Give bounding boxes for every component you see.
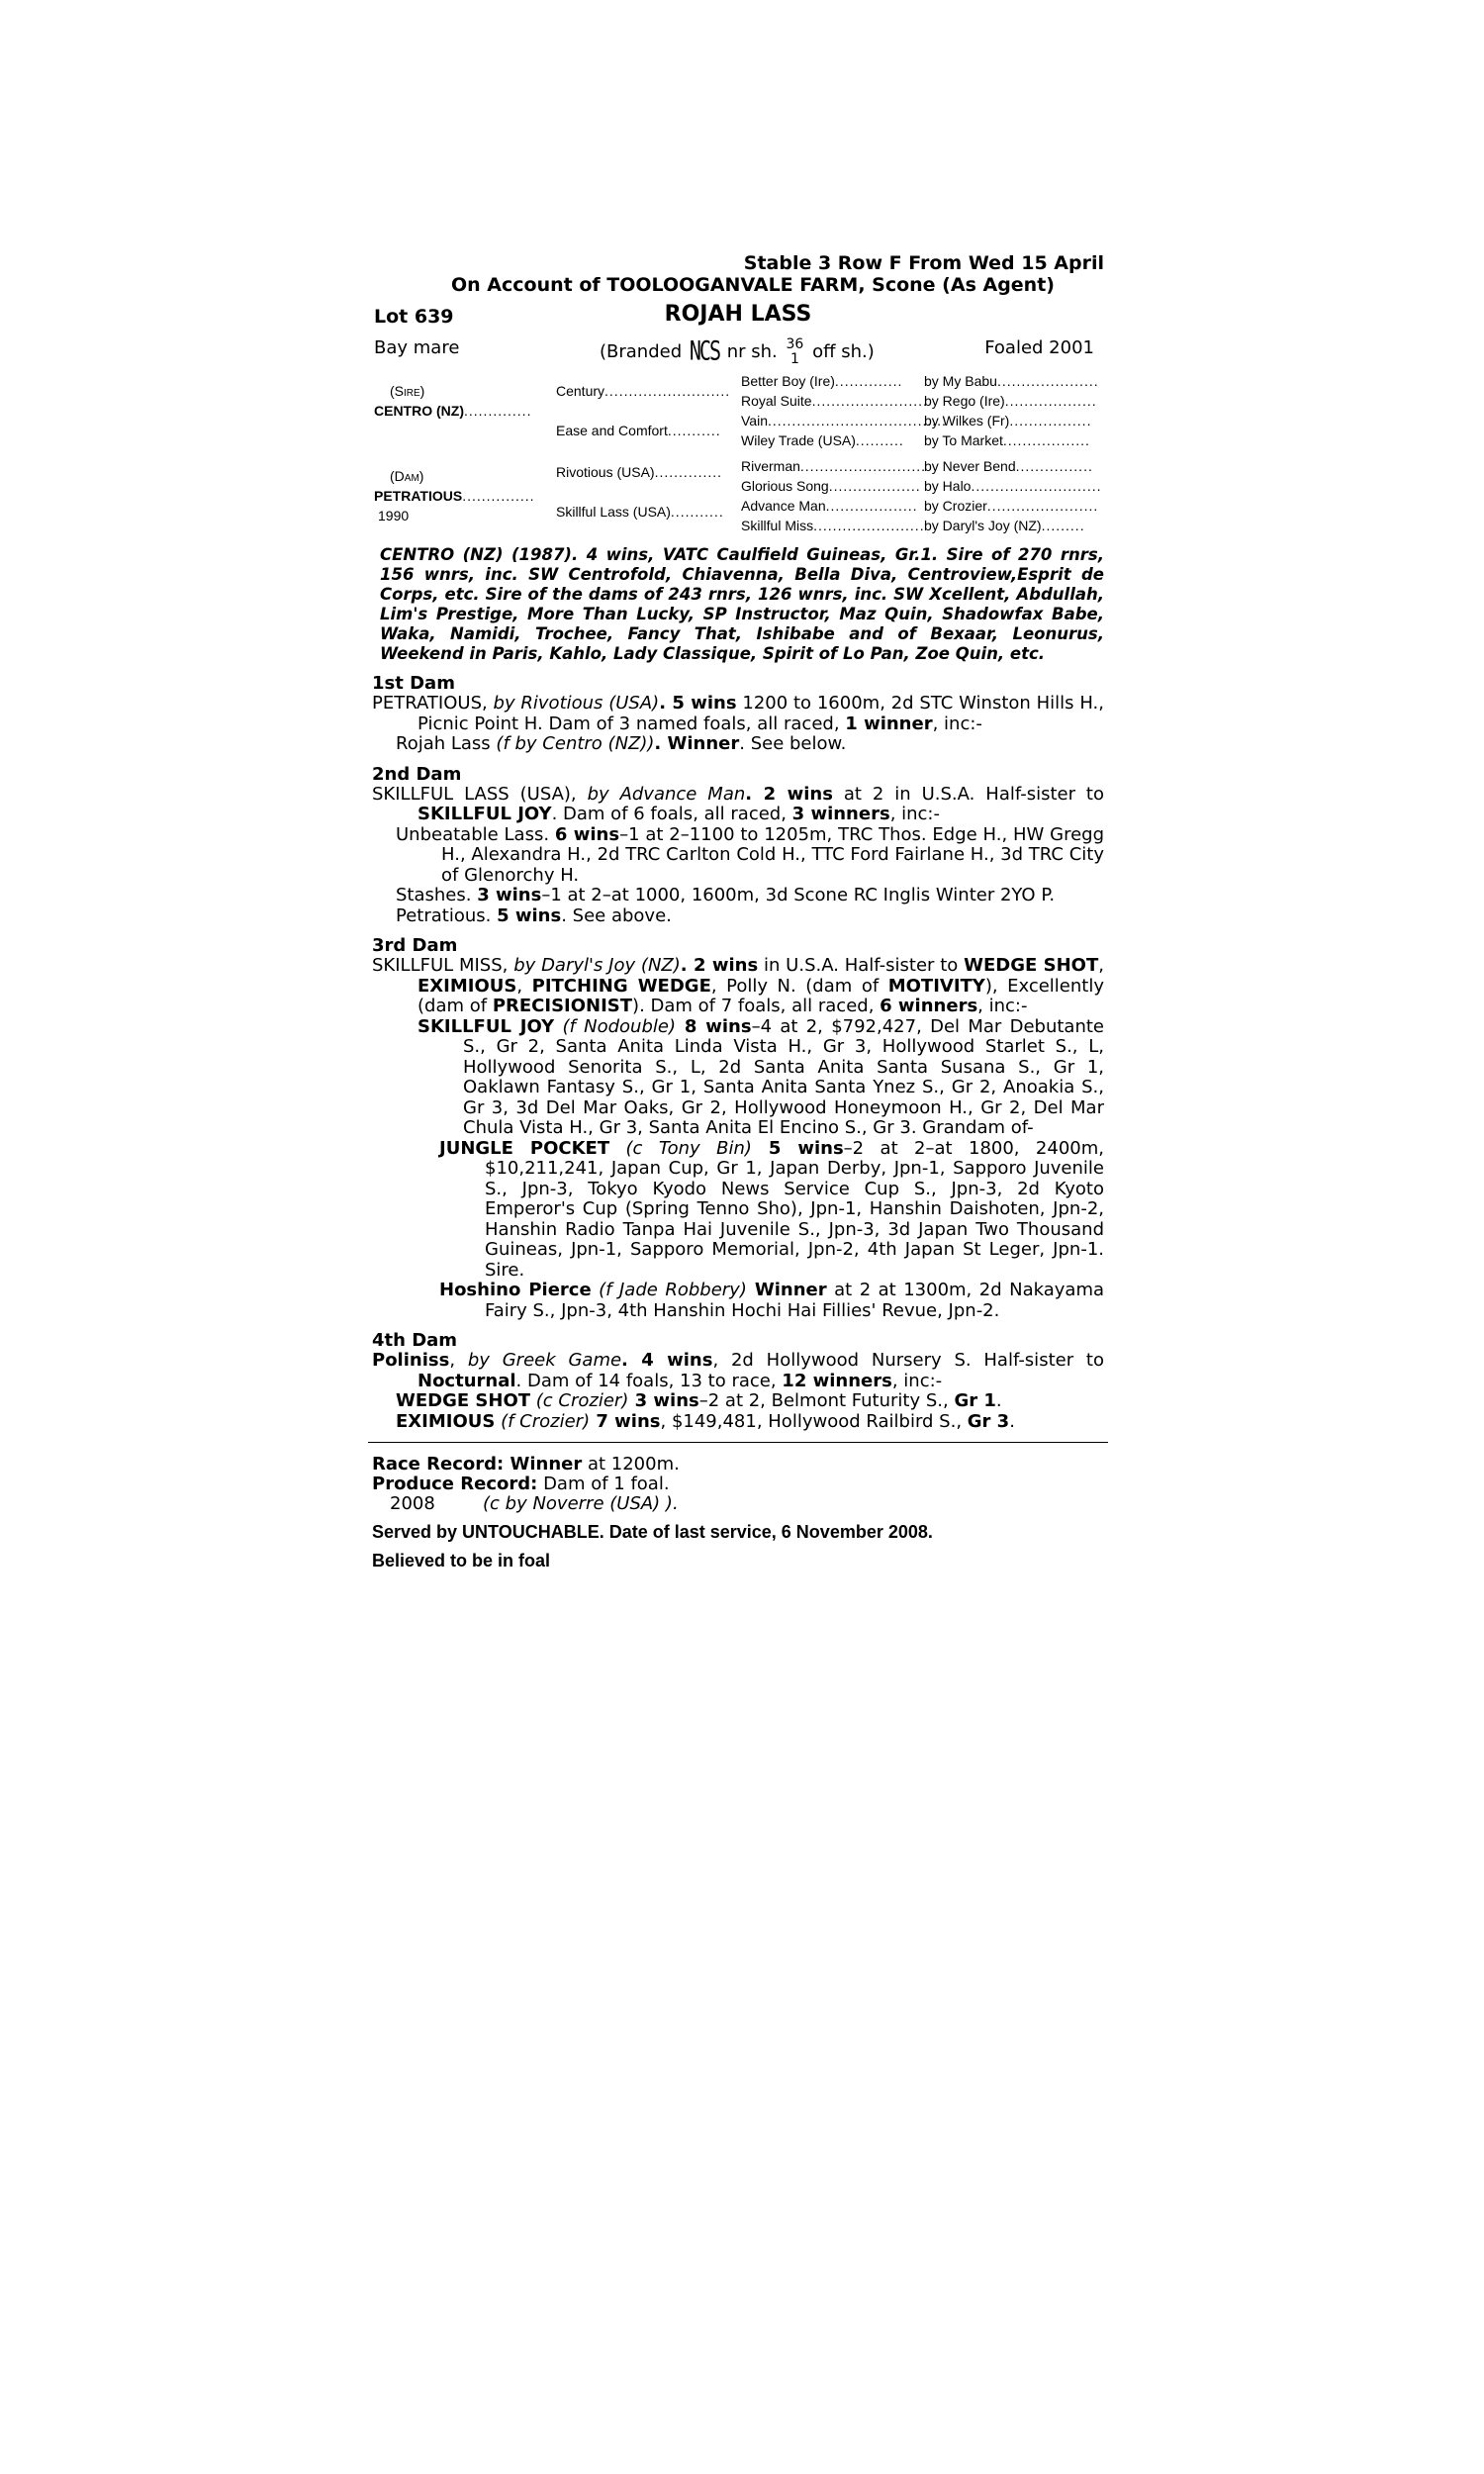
fourth-dam-text: Poliniss, by Greek Game. 4 wins, 2d Hollywood Nursery S. Half-sister to Nocturnal. Dam of 14 foals, 13 to race, 12 winners, inc:- xyxy=(372,1350,1104,1391)
stable-location: Stable 3 Row F From Wed 15 April xyxy=(743,252,1104,274)
third-dam-text: SKILLFUL MISS, by Daryl's Joy (NZ). 2 wins in U.S.A. Half-sister to WEDGE SHOT, EXIMIOUS, PITCHING WEDGE, Polly N. (dam of MOTIVITY), Excellently (dam of PRECISIONIST). Dam of 7 foals, all raced, 6 winners, inc:- xyxy=(372,955,1104,1016)
grandsire: Century xyxy=(556,383,605,399)
sire-cell: CENTRO (NZ).............. xyxy=(374,403,532,419)
first-dam-title: 1st Dam xyxy=(372,673,455,694)
ggg-5: by Never Bend................ xyxy=(924,458,1093,474)
second-dam-title: 2nd Dam xyxy=(372,763,462,785)
grandam-cell: Skillful Lass (USA)........... xyxy=(556,504,724,520)
second-dam-foal-2: Stashes. 3 wins–1 at 2–at 1000, 1600m, 3d Scone RC Inglis Winter 2YO P. xyxy=(396,885,1056,905)
race-record: Race Record: Winner at 1200m. xyxy=(372,1454,680,1475)
gg-3: Vain..................................... xyxy=(741,413,947,428)
gg-5: Riverman.......................... xyxy=(741,458,927,474)
dam-cell: PETRATIOUS............... xyxy=(374,488,535,504)
produce-foal: 2008 (c by Noverre (USA) ). xyxy=(390,1493,679,1514)
brand-description xyxy=(600,333,875,367)
produce-record: Produce Record: Dam of 1 foal. xyxy=(372,1474,670,1494)
gg-4: Wiley Trade (USA).......... xyxy=(741,432,904,448)
gg-8: Skillful Miss....................... xyxy=(741,518,925,533)
ggg-1: by My Babu..................... xyxy=(924,373,1099,389)
ggg-2: by Rego (Ire)................... xyxy=(924,393,1097,409)
brand-number xyxy=(787,337,804,367)
first-dam-text: PETRATIOUS, by Rivotious (USA). 5 wins 1200 to 1600m, 2d STC Winston Hills H., Picnic Point H. Dam of 3 named foals, all raced, 1 winner, inc:- xyxy=(372,693,1104,734)
first-dam-foal: Rojah Lass (f by Centro (NZ)). Winner. See below. xyxy=(396,733,847,754)
sex-color: Bay mare xyxy=(374,337,460,358)
dam-sire-cell: Rivotious (USA).............. xyxy=(556,464,723,480)
ggg-4: by To Market.................. xyxy=(924,432,1090,448)
lot-number: Lot 639 xyxy=(374,306,454,328)
dam-label: (Dam) xyxy=(390,468,424,484)
believed-in-foal: Believed to be in foal xyxy=(372,1551,551,1570)
brand-mark: NCS xyxy=(689,333,719,367)
jungle-pocket-entry: JUNGLE POCKET (c Tony Bin) 5 wins–2 at 2–at 1800, 2400m, $10,211,241, Japan Cup, Gr 1, Japan Derby, Jpn-1, Sapporo Juvenile S., Jpn-3, Tokyo Kyodo News Service Cup S., Jpn-3, 2d Kyoto Emperor's Cup (Spring Tenno Sho), Jpn-1, Hanshin Daishoten, Jpn-2, Hanshin Radio Tanpa Hai Juvenile S., Jpn-3, 3d Japan Two Thousand Guineas, Jpn-1, Sapporo Memorial, Jpn-2, 4th Japan St Leger, Jpn-1. Sire. xyxy=(439,1137,1104,1281)
ggg-7: by Crozier....................... xyxy=(924,498,1099,514)
second-dam-foal-3: Petratious. 5 wins. See above. xyxy=(396,904,672,926)
sire-label: (Sire) xyxy=(390,383,425,399)
gg-6: Glorious Song................... xyxy=(741,478,921,494)
gg-1: Better Boy (Ire).............. xyxy=(741,373,903,389)
gg-2: Royal Suite........................ xyxy=(741,393,928,409)
dam-sire: Rivotious (USA) xyxy=(556,464,655,480)
brand-prefix: (Branded xyxy=(600,341,683,362)
skillful-joy-entry: SKILLFUL JOY (f Nodouble) 8 wins–4 at 2, $792,427, Del Mar Debutante S., Gr 2, Santa Anita Linda Vista H., Gr 3, Hollywood Starlet S., L, Hollywood Senorita S., L, 2d Santa Anita Santa Susana S., Gr 1, Oaklawn Fantasy S., Gr 1, Santa Anita Santa Ynez S., Gr 2, Anoakia S., Gr 3, 3d Del Mar Oaks, Gr 2, Hollywood Honeymoon H., Gr 2, Del Mar Chula Vista H., Gr 3, Santa Anita El Encino S., Gr 3. Grandam of- xyxy=(417,1015,1105,1138)
sire-grandam: Ease and Comfort xyxy=(556,423,668,438)
lot-line xyxy=(372,302,1104,332)
wedge-shot-entry: WEDGE SHOT (c Crozier) 3 wins–2 at 2, Belmont Futurity S., Gr 1. xyxy=(396,1390,1002,1411)
grandam: Skillful Lass (USA) xyxy=(556,504,671,520)
brand-suffix: off sh.) xyxy=(812,341,875,362)
eximious-entry: EXIMIOUS (f Crozier) 7 wins, $149,481, Hollywood Railbird S., Gr 3. xyxy=(396,1410,1015,1432)
grandsire-cell: Century.......................... xyxy=(556,383,731,399)
dam-name: PETRATIOUS xyxy=(374,488,463,504)
ggg-8: by Daryl's Joy (NZ)......... xyxy=(924,518,1085,533)
horse-name: ROJAH LASS xyxy=(664,302,812,327)
vendor-line: On Account of TOOLOOGANVALE FARM, Scone (As Agent) xyxy=(451,274,1055,296)
fourth-dam-title: 4th Dam xyxy=(372,1330,458,1351)
foaled-year: Foaled 2001 xyxy=(984,337,1094,358)
gg-7: Advance Man................... xyxy=(741,498,918,514)
third-dam-title: 3rd Dam xyxy=(372,935,458,956)
sire-description: CENTRO (NZ) (1987). 4 wins, VATC Caulfield Guineas, Gr.1. Sire of 270 rnrs, 156 wnrs, inc. SW Centrofold, Chiavenna, Bella Diva, Centroview,Esprit de Corps, etc. Sire of the dams of 243 rnrs, 126 wnrs, inc. SW Xcellent, Abdullah, Lim's Prestige, More Than Lucky, SP Instructor, Maz Quin, Shadowfax Babe, Waka, Namidi, Trochee, Fancy That, Ishibabe and of Bexaar, Leonurus, Weekend in Paris, Kahlo, Lady Classique, Spirit of Lo Pan, Zoe Quin, etc. xyxy=(380,545,1104,663)
sire-name: CENTRO (NZ) xyxy=(374,403,464,419)
brand-number-bottom: 1 xyxy=(789,351,799,367)
ggg-3: by Wilkes (Fr)................. xyxy=(924,413,1092,428)
description-line xyxy=(372,332,1104,369)
dam-year: 1990 xyxy=(378,508,410,523)
ggg-6: by Halo........................... xyxy=(924,478,1102,494)
pedigree-table xyxy=(372,373,1104,531)
hoshino-pierce-entry: Hoshino Pierce (f Jade Robbery) Winner at 2 at 1300m, 2d Nakayama Fairy S., Jpn-3, 4th Hanshin Hochi Hai Fillies' Revue, Jpn-2. xyxy=(439,1280,1105,1321)
second-dam-foal-1: Unbeatable Lass. 6 wins–1 at 2–1100 to 1205m, TRC Thos. Edge H., HW Gregg H., Alexandra H., 2d TRC Carlton Cold H., TTC Ford Fairlane H., 3d TRC City of Glenorchy H. xyxy=(396,823,1105,886)
sire-grandam-cell: Ease and Comfort........... xyxy=(556,423,721,438)
brand-number-top: 36 xyxy=(786,336,804,352)
brand-mid: nr sh. xyxy=(726,341,778,362)
catalogue-page xyxy=(372,252,1104,1571)
second-dam-text: SKILLFUL LASS (USA), by Advance Man. 2 wins at 2 in U.S.A. Half-sister to SKILLFUL JOY. Dam of 6 foals, all raced, 3 winners, inc:- xyxy=(372,783,1104,824)
served-by: Served by UNTOUCHABLE. Date of last service, 6 November 2008. xyxy=(372,1522,933,1542)
section-divider xyxy=(368,1442,1108,1443)
